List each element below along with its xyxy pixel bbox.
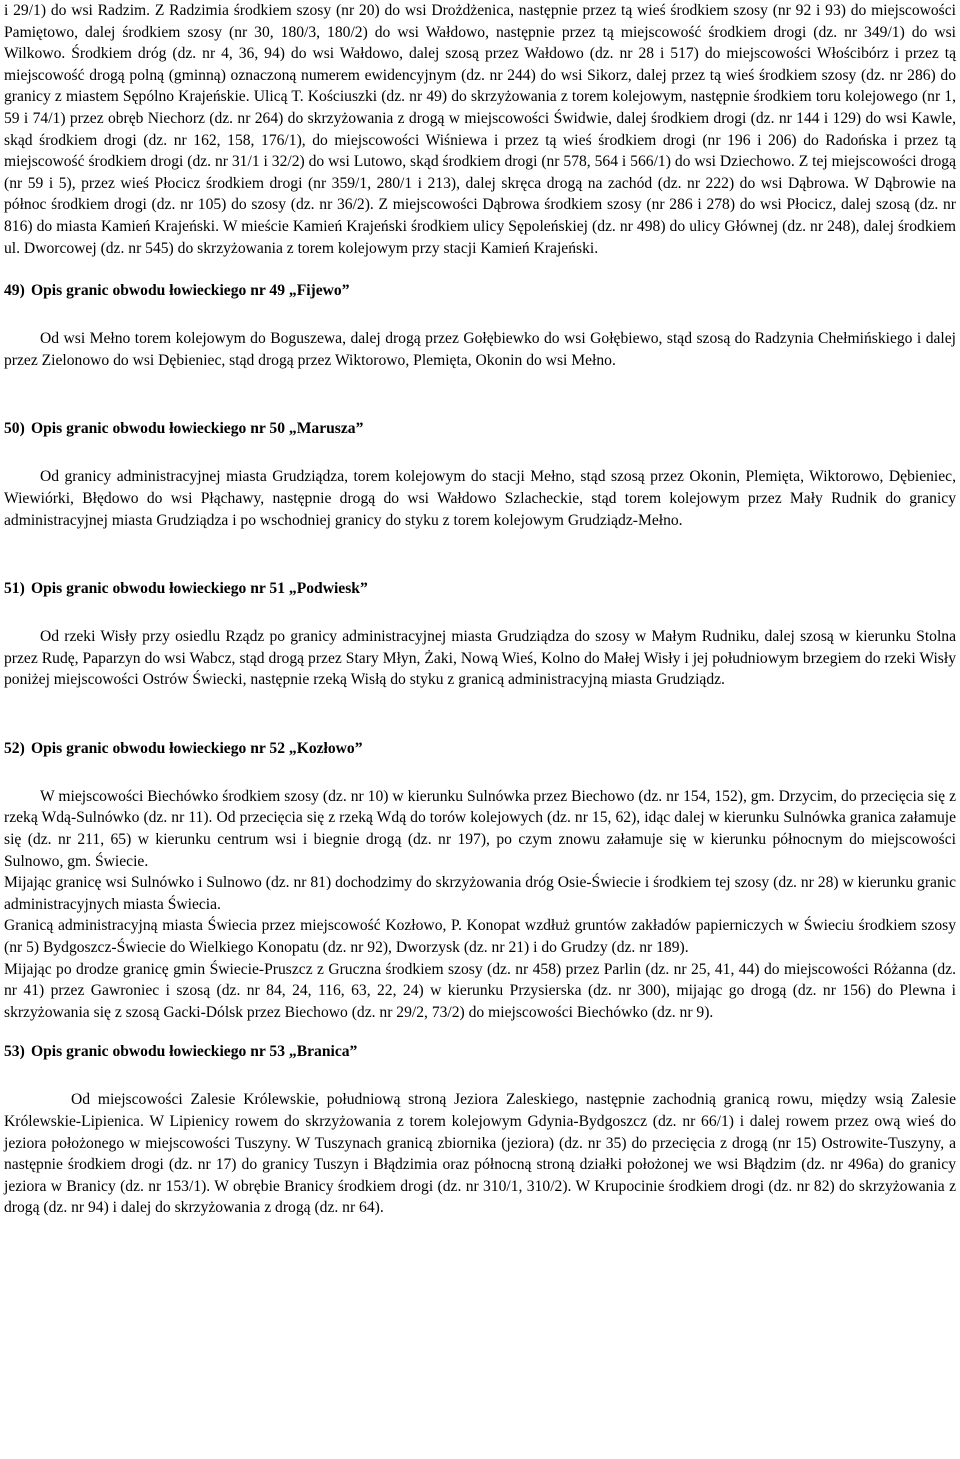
spacer bbox=[4, 600, 956, 626]
section-53-heading bbox=[4, 1041, 956, 1063]
section-number: 49) bbox=[4, 282, 25, 300]
section-number: 53) bbox=[4, 1043, 25, 1061]
spacer bbox=[4, 259, 956, 280]
section-title: Opis granic obwodu łowieckiego nr 50 „Marusza” bbox=[31, 420, 364, 438]
section-52-paragraph-3: Granicą administracyjną miasta Świecia przez miejscowość Kozłowo, P. Konopat wzdłuż gruntów zakładów papierniczych w Świeciu środkiem szosy (nr 5) Bydgoszcz-Świecie do Wielkiego Konopatu (dz. nr 92), Dworzysk (dz. nr 21) i do Grudzy (dz. nr 189). bbox=[4, 917, 956, 957]
spacer bbox=[4, 302, 956, 328]
intro-paragraph: i 29/1) do wsi Radzim. Z Radzimia środkiem szosy (nr 20) do wsi Drożdżenica, następnie przez tą wieś środkiem szosy (nr 92 i 93) do miejscowości Pamiętowo, dalej środkiem szosy (nr 30, 180/3, 180/2) do wsi Wałdowo, następnie przez tą miejscowość środkiem drogi (dz. nr 349/1) do wsi Wilkowo. Środkiem dróg (dz. nr 4, 36, 94) do wsi Wałdowo, dalej szosą przez Wałdowo (dz. nr 28 i 517) do miejscowości Włościbórz i przez tą miejscowość drogą polną (gminną) oznaczoną numerem ewidencyjnym (dz. nr 244) do wsi Sikorz, dalej przez tą wieś środkiem szosy (dz. nr 286) do granicy z miastem Sępólno Krajeńskie. Ulicą T. Kościuszki (dz. nr 49) do skrzyżowania z torem kolejowym, następnie środkiem toru kolejowego (nr 1, 59 i 74/1) przez obręb Niechorz (dz. nr 264) do skrzyżowania z drogą w miejscowości Świdwie, dalej środkiem drogi (dz. nr 144 i 129) do wsi Kawle, skąd środkiem drogi (dz. nr 162, 158, 176/1), do miejscowości Wiśniewa i przez tą wieś środkiem drogi (nr 196 i 206) do Radońska i przez tą miejscowość środkiem drogi (dz. nr 31/1 i 32/2) do wsi Lutowo, skąd środkiem drogi (nr 578, 564 i 566/1) do wsi Dziechowo. Z tej miejscowości drogą (nr 59 i 5), przez wieś Płocicz środkiem drogi (nr 359/1, 280/1 i 213), dalej skręca drogą na zachód (dz. nr 222) do wsi Dąbrowa. W Dąbrowie na północ środkiem drogi (dz. nr 105) do szosy (dz. nr 36/2). Z miejscowości Dąbrowa środkiem szosy (nr 286 i 278) do wsi Płocicz, dalej szosą (dz. nr 816) do miasta Kamień Krajeński. W mieście Kamień Krajeński środkiem ulicy Sępoleńskiej (dz. nr 498) do ulicy Głównej (dz. nr 248), dalej środkiem ul. Dworcowej (dz. nr 545) do skrzyżowania z torem kolejowym przy stacji Kamień Krajeński. bbox=[4, 2, 956, 257]
section-52-heading bbox=[4, 738, 956, 760]
section-title: Opis granic obwodu łowieckiego nr 52 „Kozłowo” bbox=[31, 739, 363, 757]
section-title: Opis granic obwodu łowieckiego nr 53 „Branica” bbox=[31, 1043, 358, 1061]
section-50-heading bbox=[4, 418, 956, 440]
spacer bbox=[4, 371, 956, 418]
spacer bbox=[4, 440, 956, 466]
spacer bbox=[4, 1063, 956, 1089]
section-52-paragraph-4: Mijając po drodze granicę gmin Świecie-Pruszcz z Gruczna środkiem szosy (dz. nr 458) przez Parlin (dz. nr 25, 41, 44) do miejscowości Różanna (dz. nr 41) przez Gawroniec i szosą (dz. nr 84, 24, 116, 63, 22, 24) w kierunku Przysierska (dz. nr 300), mijając go drogą (dz. nr 156) do Plewna i skrzyżowania się z szosą Gacki-Dólsk przez Biechowo (dz. nr 29/2, 73/2) do miejscowości Biechówko (dz. nr 9). bbox=[4, 960, 956, 1021]
section-52-paragraph-1: W miejscowości Biechówko środkiem szosy (dz. nr 10) w kierunku Sulnówka przez Biechowo (dz. nr 154, 152), gm. Drzycim, do przecięcia się z rzeką Wdą-Sulnówko (dz. nr 11). Od przecięcia się z rzeką Wdą do torów kolejowych (dz. nr 15, 62), idąc dalej w kierunku Sulnówka granica załamuje się (dz. nr 211, 65) w kierunku centrum wsi i biegnie drogą (dz. nr 197), po czym znowu załamuje się w kierunku północnym do miejscowości Sulnowo, gm. Świecie. bbox=[4, 787, 956, 870]
spacer bbox=[4, 691, 956, 738]
section-51-heading bbox=[4, 578, 956, 600]
section-number: 52) bbox=[4, 739, 25, 757]
section-52-paragraph-2: Mijając granicę wsi Sulnówko i Sulnowo (dz. nr 81) dochodzimy do skrzyżowania dróg Osie-Świecie i środkiem tej szosy (dz. nr 28) w kierunku granic administracyjnych miasta Świecia. bbox=[4, 874, 956, 913]
section-49-heading bbox=[4, 280, 956, 302]
spacer bbox=[4, 760, 956, 786]
section-title: Opis granic obwodu łowieckiego nr 49 „Fijewo” bbox=[31, 282, 350, 300]
section-50-paragraph: Od granicy administracyjnej miasta Grudziądza, torem kolejowym do stacji Mełno, stąd szosą przez Okonin, Plemięta, Wiktorowo, Dębieniec, Wiewiórki, Błędowo do wsi Płąchawy, następnie drogą do wsi Wałdowo Szlacheckie, stąd torem kolejowym przez Mały Rudnik do granicy administracyjnej miasta Grudziądza i po wschodniej granicy do styku z torem kolejowym Grudziądz-Mełno. bbox=[4, 468, 956, 529]
section-51-paragraph: Od rzeki Wisły przy osiedlu Rządz po granicy administracyjnej miasta Grudziądza do szosy w Małym Rudniku, dalej szosą w kierunku Stolna przez Rudę, Paparzyn do wsi Wabcz, stąd drogą przez Stary Młyn, Żaki, Nową Wieś, Kolno do Małej Wisły i jej południowym brzegiem do rzeki Wisły poniżej miejscowości Ostrów Świecki, następnie rzeką Wisłą do styku z granicą administracyjną miasta Grudziądz. bbox=[4, 628, 956, 689]
section-number: 51) bbox=[4, 580, 25, 598]
spacer bbox=[4, 1023, 956, 1041]
section-number: 50) bbox=[4, 420, 25, 438]
section-title: Opis granic obwodu łowieckiego nr 51 „Podwiesk” bbox=[31, 580, 368, 598]
section-49-paragraph: Od wsi Mełno torem kolejowym do Boguszewa, dalej drogą przez Gołębiewko do wsi Gołębiewo, stąd szosą do Radzynia Chełmińskiego i dalej przez Zielonowo do wsi Dębieniec, stąd drogą przez Wiktorowo, Plemięta, Okonin do wsi Mełno. bbox=[4, 330, 956, 369]
section-53-paragraph: Od miejscowości Zalesie Królewskie, południową stroną Jeziora Zaleskiego, następnie zachodnią granicą rowu, między wsią Zalesie Królewskie-Lipienica. W Lipienicy rowem do skrzyżowania z torem kolejowym Gdynia-Bydgoszcz (dz. nr 66/1) i dalej rowem przez ową wieś do jeziora położonego w miejscowości Tuszyny. W Tuszynach granicą zbiornika (jeziora) (dz. nr 35) do przecięcia z drogą (nr 15) Ostrowite-Tuszyny, a następnie środkiem drogi (dz. nr 17) do granicy Tuszyn i Błądzimia oraz północną stroną działki położonej we wsi Błądzim (dz. nr 496a) do granicy jeziora w Branicy (dz. nr 153/1). W obrębie Branicy środkiem drogi (dz. nr 310/1, 310/2). W Krupocinie środkiem drogi (dz. nr 82) do skrzyżowania z drogą (dz. nr 94) i dalej do skrzyżowania z drogą (dz. nr 64). bbox=[4, 1091, 956, 1217]
spacer bbox=[4, 531, 956, 578]
